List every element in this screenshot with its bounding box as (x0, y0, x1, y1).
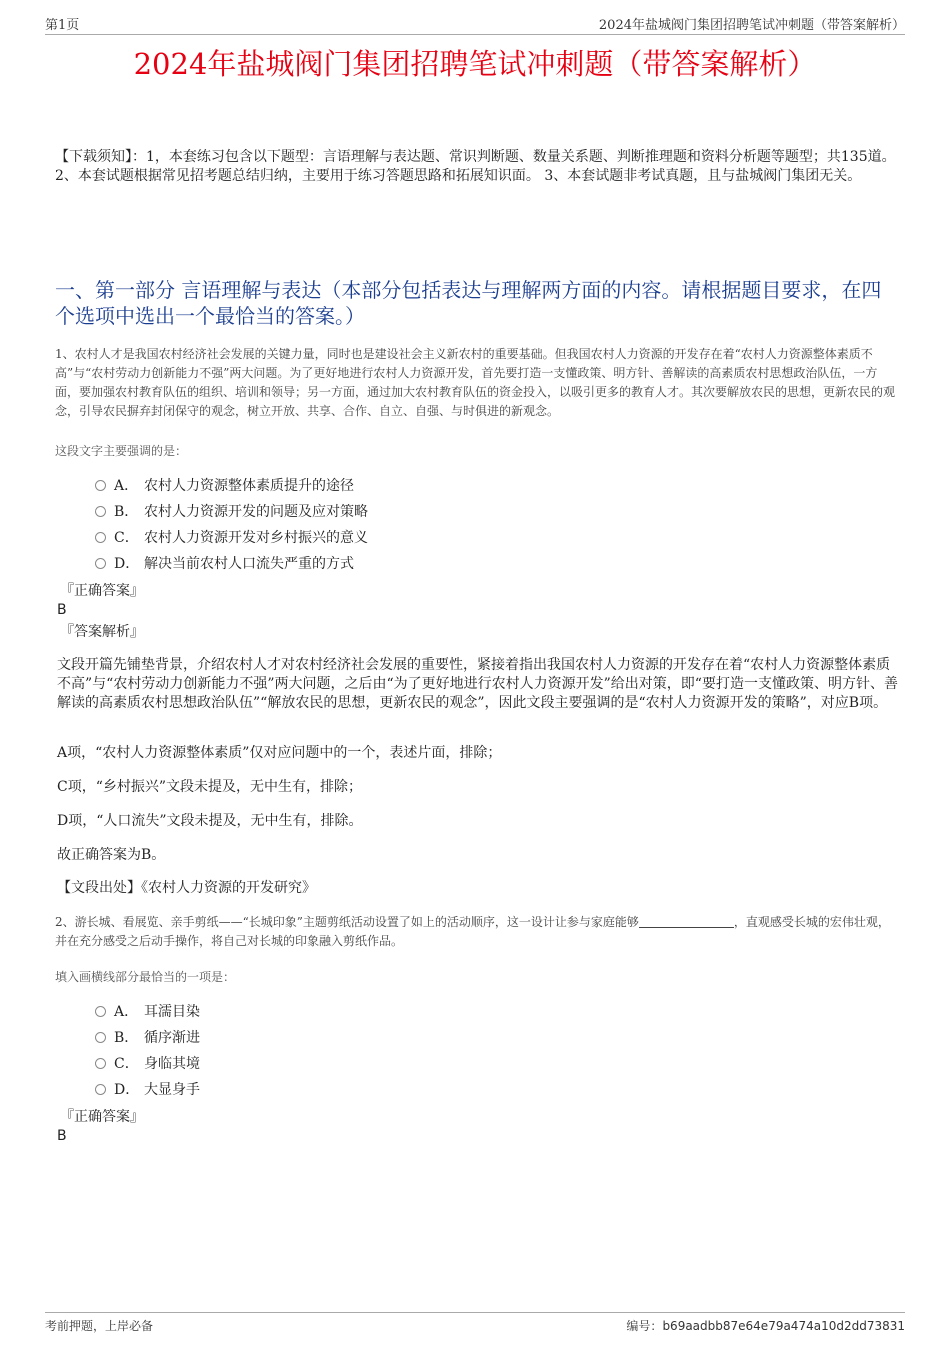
radio-icon[interactable] (95, 1084, 106, 1095)
q1-analysis-a: A项，“农村人力资源整体素质”仅对应问题中的一个，表述片面，排除； (57, 745, 502, 761)
radio-icon[interactable] (95, 506, 106, 517)
q1-answer-label: 『正确答案』 (60, 583, 144, 599)
radio-icon[interactable] (95, 558, 106, 569)
page-footer (45, 1312, 905, 1337)
q1-option-b[interactable]: B． 农村人力资源开发的问题及应对策略 (95, 502, 368, 522)
q2-answer-label: 『正确答案』 (60, 1109, 144, 1125)
q2-option-b[interactable]: B． 循序渐进 (95, 1028, 200, 1048)
radio-icon[interactable] (95, 532, 106, 543)
section-heading: 一、第一部分 言语理解与表达（本部分包括表达与理解两方面的内容。请根据题目要求，在四个选项中选出一个最恰当的答案。） (55, 278, 882, 328)
question-1-prompt: 这段文字主要强调的是： (55, 444, 188, 458)
q2-option-c[interactable]: C． 身临其境 (95, 1054, 200, 1074)
q1-answer: B (57, 602, 67, 618)
question-1-text: 1、农村人才是我国农村经济社会发展的关键力量，同时也是建设社会主义新农村的重要基础。但我国农村人力资源的开发存在着“农村人力资源整体素质不高”与“农村劳动力创新能力不强”两大问题。为了更好地进行农村人力资源开发，首先要打造一支懂政策、明方针、善解读的高素质农村思想政治队伍，一方面，要加强农村教育队伍的组织、培训和领导；另一方面，通过加大农村教育队伍的资金投入，以吸引更多的教育人才。其次要解放农民的思想，更新农民的观念，引导农民摒弃封闭保守的观念，树立开放、共享、合作、自立、自强、与时俱进的新观念。 (55, 347, 896, 418)
q2-answer: B (57, 1128, 67, 1144)
radio-icon[interactable] (95, 1058, 106, 1069)
fill-blank (639, 915, 734, 928)
q1-analysis-d: D项，“人口流失”文段未提及，无中生有，排除。 (57, 813, 363, 829)
q1-option-a[interactable]: A． 农村人力资源整体素质提升的途径 (95, 476, 354, 496)
radio-icon[interactable] (95, 1032, 106, 1043)
q1-option-c[interactable]: C． 农村人力资源开发对乡村振兴的意义 (95, 528, 368, 548)
q1-conclusion: 故正确答案为B。 (57, 847, 166, 863)
footer-slogan: 考前押题，上岸必备 (45, 1319, 154, 1333)
question-2-prompt: 填入画横线部分最恰当的一项是： (55, 970, 236, 984)
q1-analysis: 文段开篇先铺垫背景，介绍农村人才对农村经济社会发展的重要性，紧接着指出我国农村人力资源的开发存在着“农村人力资源整体素质不高”与“农村劳动力创新能力不强”两大问题，之后由“为了更好地进行农村人力资源开发”给出对策，即“要打造一支懂政策、明方针、善解读的高素质农村思想政治队伍”“解放农民的思想，更新农民的观念”，因此文段主要强调的是“农村人力资源开发的策略”，对应B项。 (57, 657, 898, 711)
q2-option-d[interactable]: D． 大显身手 (95, 1080, 200, 1100)
footer-code: 编号：b69aadbb87e64e79a474a10d2dd73831 (626, 1319, 905, 1333)
page-number: 第1页 (45, 18, 80, 33)
download-notice: 【下载须知】：1，本套练习包含以下题型：言语理解与表达题、常识判断题、数量关系题、判断推理题和资料分析题等题型；共135道。 2、本套试题根据常见招考题总结归纳，主要用于练习答题思路和拓展知识面。 3、本套试题非考试真题，且与盐城阀门集团无关。 (55, 149, 896, 184)
page-header (45, 14, 905, 35)
q1-option-d[interactable]: D． 解决当前农村人口流失严重的方式 (95, 554, 354, 574)
header-doc-title: 2024年盐城阀门集团招聘笔试冲刺题（带答案解析） (598, 18, 905, 33)
q1-analysis-c: C项，“乡村振兴”文段未提及，无中生有，排除； (57, 779, 363, 795)
document-title: 2024年盐城阀门集团招聘笔试冲刺题（带答案解析） (133, 47, 817, 81)
q1-analysis-label: 『答案解析』 (60, 624, 144, 640)
q2-option-a[interactable]: A． 耳濡目染 (95, 1002, 200, 1022)
radio-icon[interactable] (95, 1006, 106, 1017)
q1-source: 【文段出处】《农村人力资源的开发研究》 (57, 880, 316, 896)
radio-icon[interactable] (95, 480, 106, 491)
question-2-text: 2、游长城、看展览、亲手剪纸——“长城印象”主题剪纸活动设置了如上的活动顺序，这一设计让参与家庭能够 ，直观感受长城的宏伟壮观，并在充分感受之后动手操作，将自己对长城的印象融入剪纸作品。 (55, 915, 890, 948)
